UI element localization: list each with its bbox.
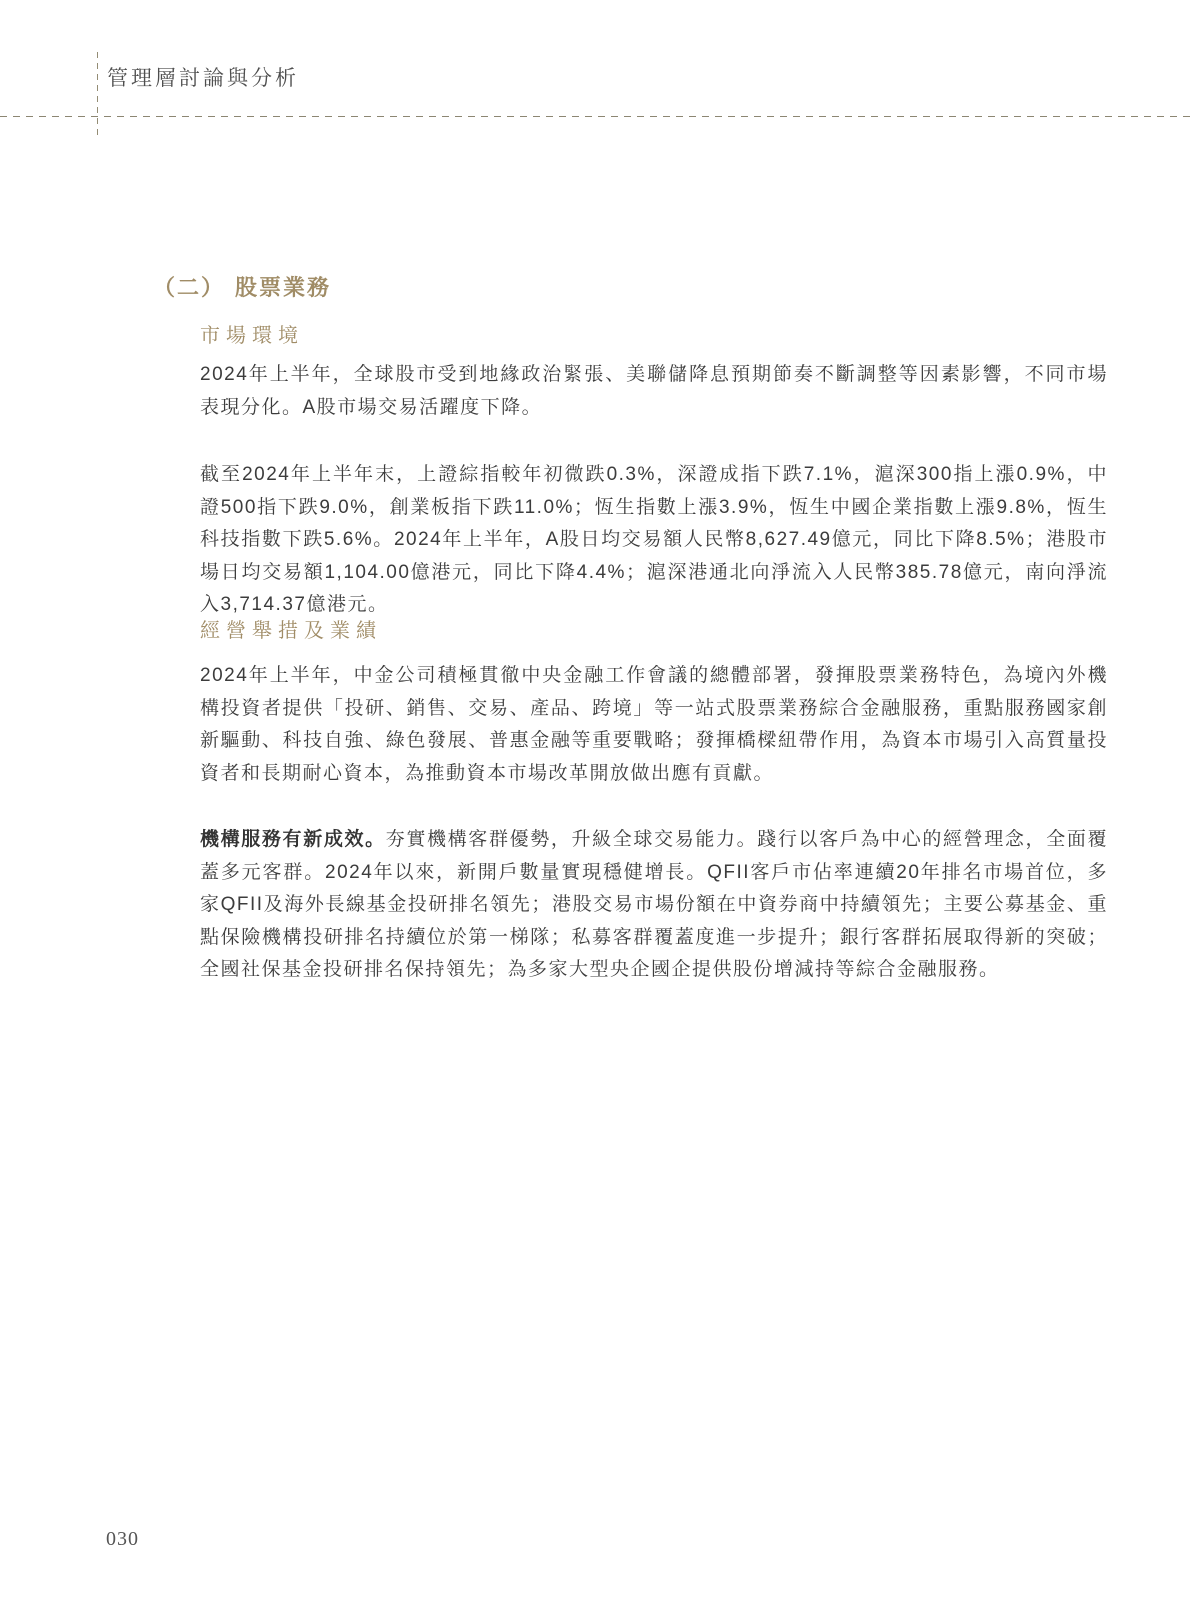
paragraph-body-text: 夯實機構客群優勢，升級全球交易能力。踐行以客戶為中心的經營理念，全面覆蓋多元客群。2024年以來，新開戶數量實現穩健增長。QFII客戶市佔率連續20年排名市場首位，多家QFII及海外長線基金投研排名領先；港股交易市場份額在中資券商中持續領先；主要公募基金、重點保險機構投研排名持續位於第一梯隊；私募客群覆蓋度進一步提升；銀行客群拓展取得新的突破；全國社保基金投研排名保持領先；為多家大型央企國企提供股份增減持等綜合金融服務。 bbox=[200, 829, 1108, 980]
chapter-title: 管理層討論與分析 bbox=[107, 66, 299, 90]
page-number: 030 bbox=[106, 1528, 139, 1550]
paragraph-bold-lead: 機構服務有新成效。 bbox=[200, 829, 386, 850]
header-vertical-dashed-rule bbox=[97, 52, 98, 138]
paragraph-operations-strategy: 2024年上半年，中金公司積極貫徹中央金融工作會議的總體部署，發揮股票業務特色，為境內外機構投資者提供「投研、銷售、交易、產品、跨境」等一站式股票業務綜合金融服務，重點服務國家創新驅動、科技自強、綠色發展、普惠金融等重要戰略；發揮橋樑紐帶作用，為資本市場引入高質量投資者和長期耐心資本，為推動資本市場改革開放做出應有貢獻。 bbox=[200, 665, 1108, 784]
subheading-market-environment: 市場環境 bbox=[200, 325, 304, 347]
header-horizontal-dashed-rule bbox=[0, 116, 1190, 117]
paragraph-institutional-services bbox=[200, 824, 1108, 987]
section-heading bbox=[153, 271, 331, 302]
subheading-operations-results: 經營舉措及業績 bbox=[200, 620, 382, 642]
paragraph-market-overview: 2024年上半年，全球股市受到地緣政治緊張、美聯儲降息預期節奏不斷調整等因素影響，不同市場表現分化。A股市場交易活躍度下降。 bbox=[200, 364, 1108, 418]
section-number: （二） bbox=[153, 275, 226, 300]
paragraph-market-indices: 截至2024年上半年末，上證綜指較年初微跌0.3%，深證成指下跌7.1%，滬深300指上漲0.9%，中證500指下跌9.0%，創業板指下跌11.0%；恆生指數上漲3.9%，恆生中國企業指數上漲9.8%，恆生科技指數下跌5.6%。2024年上半年，A股日均交易額人民幣8,627.49億元，同比下降8.5%；港股市場日均交易額1,104.00億港元，同比下降4.4%；滬深港通北向淨流入人民幣385.78億元，南向淨流入3,714.37億港元。 bbox=[200, 464, 1108, 615]
section-title: 股票業務 bbox=[235, 275, 332, 300]
